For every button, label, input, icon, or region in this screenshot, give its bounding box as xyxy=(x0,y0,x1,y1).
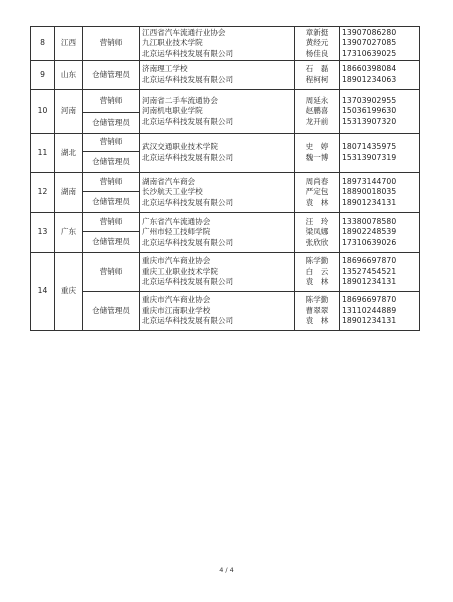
contact-name: 白 云 xyxy=(305,266,329,276)
province-cell: 江西 xyxy=(55,27,83,61)
org-line: 北京运华科技发展有限公司 xyxy=(142,153,234,162)
phone-number: 13703902955 xyxy=(342,95,397,105)
phone-number: 18901234131 xyxy=(342,316,397,326)
province-cell: 湖北 xyxy=(55,134,83,173)
role-cell: 营销师 xyxy=(83,27,140,61)
phone-number: 18901234063 xyxy=(342,75,397,84)
province-cell: 河南 xyxy=(55,90,83,134)
role-cell: 营销师 xyxy=(83,90,140,113)
role-cell: 营销师 xyxy=(83,173,140,192)
phone-number: 15036199630 xyxy=(342,106,397,116)
org-line: 北京运华科技发展有限公司 xyxy=(142,237,234,247)
name-cell xyxy=(295,253,340,292)
org-cell xyxy=(140,253,295,292)
phone-number: 18660398084 xyxy=(342,64,397,74)
table-row xyxy=(31,292,420,331)
phone-number: 13110244889 xyxy=(342,305,397,315)
contact-name: 石 磊 xyxy=(305,64,329,74)
phone-cell xyxy=(340,213,420,253)
phone-number: 18890018035 xyxy=(342,187,397,197)
contact-name: 陈学勤 xyxy=(305,295,329,305)
org-line: 武汉交通职业技术学院 xyxy=(142,142,218,152)
org-cell xyxy=(140,90,295,134)
role-cell: 仓储管理员 xyxy=(83,61,140,90)
contact-name: 张欣欣 xyxy=(305,237,329,247)
contact-name: 袁 林 xyxy=(305,277,329,287)
role-cell: 仓储管理员 xyxy=(83,232,140,253)
province-cell: 广东 xyxy=(55,213,83,253)
page-number: 4 / 4 xyxy=(219,566,234,574)
phone-cell xyxy=(340,292,420,331)
role-cell: 营销师 xyxy=(83,213,140,232)
row-number: 9 xyxy=(31,61,55,90)
phone-number: 18901234131 xyxy=(342,277,397,287)
table-row xyxy=(31,134,420,152)
org-cell xyxy=(140,292,295,331)
org-cell xyxy=(140,27,295,61)
table-row xyxy=(31,173,420,192)
province-cell: 山东 xyxy=(55,61,83,90)
contact-name: 龙开前 xyxy=(305,116,329,126)
table-row xyxy=(31,253,420,292)
row-number: 11 xyxy=(31,134,55,173)
contact-name: 梁凤娜 xyxy=(305,227,329,237)
role-cell: 营销师 xyxy=(83,134,140,152)
role-cell: 仓储管理员 xyxy=(83,152,140,173)
contact-name: 曹翠翠 xyxy=(305,305,329,315)
role-cell: 仓储管理员 xyxy=(83,192,140,213)
phone-number: 17310639026 xyxy=(342,237,397,247)
org-cell xyxy=(140,61,295,90)
row-number: 8 xyxy=(31,27,55,61)
table-row xyxy=(31,90,420,113)
phone-cell xyxy=(340,253,420,292)
name-cell xyxy=(295,90,340,134)
org-line: 北京运华科技发展有限公司 xyxy=(142,48,234,58)
contact-name: 赵鹏喜 xyxy=(305,106,329,116)
phone-number: 18696697870 xyxy=(342,256,397,266)
org-line: 湖南省汽车商会 xyxy=(142,176,196,186)
table-row xyxy=(31,27,420,61)
org-line: 重庆市汽车商业协会 xyxy=(142,256,211,266)
name-cell xyxy=(295,292,340,331)
province-cell: 重庆 xyxy=(55,253,83,331)
phone-number: 18973144700 xyxy=(342,176,397,186)
phone-cell xyxy=(340,61,420,90)
contact-name: 周尚春 xyxy=(305,176,329,186)
org-line: 北京运华科技发展有限公司 xyxy=(142,316,234,326)
org-line: 江西省汽车流通行业协会 xyxy=(142,27,226,37)
org-line: 河南省二手车流通协会 xyxy=(142,95,218,105)
org-line: 北京运华科技发展有限公司 xyxy=(142,116,234,126)
contact-name: 周延永 xyxy=(305,95,329,105)
contact-name: 袁 林 xyxy=(305,197,329,207)
org-line: 九江职业技术学院 xyxy=(142,38,203,48)
phone-cell xyxy=(340,173,420,213)
phone-cell xyxy=(340,90,420,134)
table-row xyxy=(31,213,420,232)
row-number: 13 xyxy=(31,213,55,253)
org-line: 重庆工业职业技术学院 xyxy=(142,266,218,276)
org-cell xyxy=(140,213,295,253)
role-cell: 仓储管理员 xyxy=(83,292,140,331)
phone-number: 15313907320 xyxy=(342,116,397,126)
role-cell: 仓储管理员 xyxy=(83,113,140,134)
org-line: 北京运华科技发展有限公司 xyxy=(142,277,234,287)
contact-name: 魏一博 xyxy=(305,153,329,162)
org-line: 广州市轻工技师学院 xyxy=(142,227,211,237)
org-line: 济南理工学校 xyxy=(142,64,188,74)
org-line: 广东省汽车流通协会 xyxy=(142,216,211,226)
phone-cell xyxy=(340,27,420,61)
province-cell: 湖南 xyxy=(55,173,83,213)
contact-name: 史 婷 xyxy=(305,142,329,152)
row-number: 12 xyxy=(31,173,55,213)
role-cell: 营销师 xyxy=(83,253,140,292)
phone-number: 18071435975 xyxy=(342,142,397,152)
phone-number: 17310639025 xyxy=(342,48,397,58)
name-cell xyxy=(295,27,340,61)
phone-number: 18902248539 xyxy=(342,227,397,237)
org-cell xyxy=(140,173,295,213)
name-cell xyxy=(295,213,340,253)
row-number: 10 xyxy=(31,90,55,134)
org-line: 河南机电职业学院 xyxy=(142,106,203,116)
phone-number: 13527454521 xyxy=(342,266,397,276)
contact-name: 章新挺 xyxy=(305,27,329,37)
name-cell xyxy=(295,173,340,213)
name-cell xyxy=(295,61,340,90)
org-line: 北京运华科技发展有限公司 xyxy=(142,75,234,84)
org-line: 重庆市江南职业学校 xyxy=(142,305,211,315)
org-line: 北京运华科技发展有限公司 xyxy=(142,197,234,207)
phone-number: 13907086280 xyxy=(342,27,397,37)
contact-name: 陈学勤 xyxy=(305,256,329,266)
table-row xyxy=(31,61,420,90)
contact-name: 严定包 xyxy=(305,187,329,197)
org-cell xyxy=(140,134,295,173)
contact-name: 袁 林 xyxy=(305,316,329,326)
phone-number: 18901234131 xyxy=(342,197,397,207)
org-line: 重庆市汽车商业协会 xyxy=(142,295,211,305)
phone-number: 18696697870 xyxy=(342,295,397,305)
phone-number: 13907027085 xyxy=(342,38,397,48)
contact-name: 程柯柯 xyxy=(305,75,329,84)
phone-number: 13380078580 xyxy=(342,216,397,226)
phone-number: 15313907319 xyxy=(342,153,397,162)
contact-name: 杨佳良 xyxy=(305,48,329,58)
name-cell xyxy=(295,134,340,173)
row-number: 14 xyxy=(31,253,55,331)
contact-name: 黄经元 xyxy=(305,38,329,48)
contact-name: 汪 玲 xyxy=(305,216,329,226)
contact-table xyxy=(30,26,420,331)
org-line: 长沙航天工业学校 xyxy=(142,187,203,197)
phone-cell xyxy=(340,134,420,173)
